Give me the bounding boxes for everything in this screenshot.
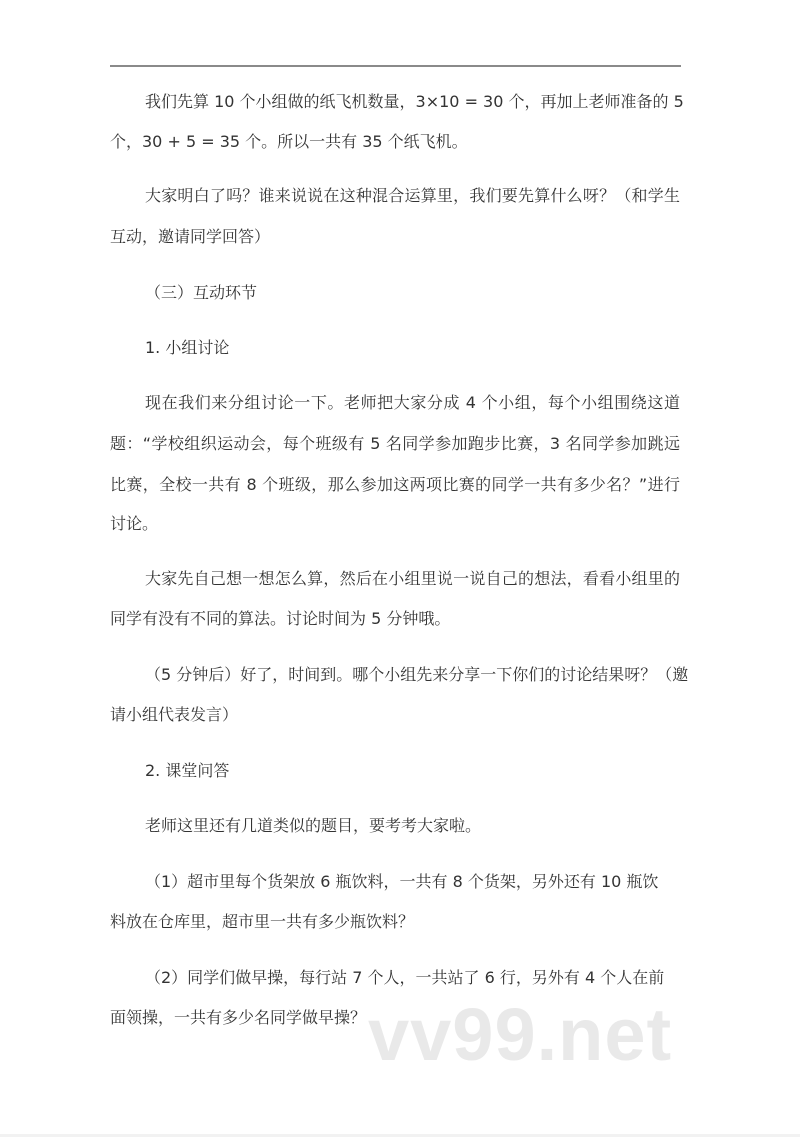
text-line: 讨论。 (110, 514, 159, 533)
text-line: 互动，邀请同学回答） (110, 227, 271, 246)
subsection-heading: 2. 课堂问答 (145, 761, 230, 780)
section-heading: （三）互动环节 (145, 283, 258, 302)
text-line: 现在我们来分组讨论一下。老师把大家分成 4 个小组，每个小组围绕这道 (145, 393, 680, 412)
text-line: （1）超市里每个货架放 6 瓶饮料，一共有 8 个货架，另外还有 10 瓶饮 (145, 872, 659, 891)
text-line: 个，30 + 5 = 35 个。所以一共有 35 个纸飞机。 (110, 132, 468, 151)
text-line: 题：“学校组织运动会，每个班级有 5 名同学参加跑步比赛，3 名同学参加跳远 (110, 434, 680, 453)
header-rule (110, 65, 681, 67)
text-line: （2）同学们做早操，每行站 7 个人，一共站了 6 行，另外有 4 个人在前 (145, 968, 665, 987)
text-line: 同学有没有不同的算法。讨论时间为 5 分钟哦。 (110, 609, 451, 628)
text-line: 大家明白了吗？谁来说说在这种混合运算里，我们要先算什么呀？（和学生 (145, 186, 680, 205)
text-line: 料放在仓库里，超市里一共有多少瓶饮料？ (110, 912, 415, 931)
text-line: 大家先自己想一想怎么算，然后在小组里说一说自己的想法，看看小组里的 (145, 569, 680, 588)
watermark: vv99.net (368, 993, 673, 1076)
text-line: 我们先算 10 个小组做的纸飞机数量，3×10 = 30 个，再加上老师准备的 5 (145, 92, 684, 111)
text-line: 老师这里还有几道类似的题目，要考考大家啦。 (145, 816, 482, 835)
text-line: 面领操，一共有多少名同学做早操？ (110, 1008, 367, 1027)
text-line: 比赛，全校一共有 8 个班级，那么参加这两项比赛的同学一共有多少名？”进行 (110, 475, 680, 494)
text-line: （5 分钟后）好了，时间到。哪个小组先来分享一下你们的讨论结果呀？（邀 (145, 665, 689, 684)
subsection-heading: 1. 小组讨论 (145, 338, 230, 357)
text-line: 请小组代表发言） (110, 705, 239, 724)
